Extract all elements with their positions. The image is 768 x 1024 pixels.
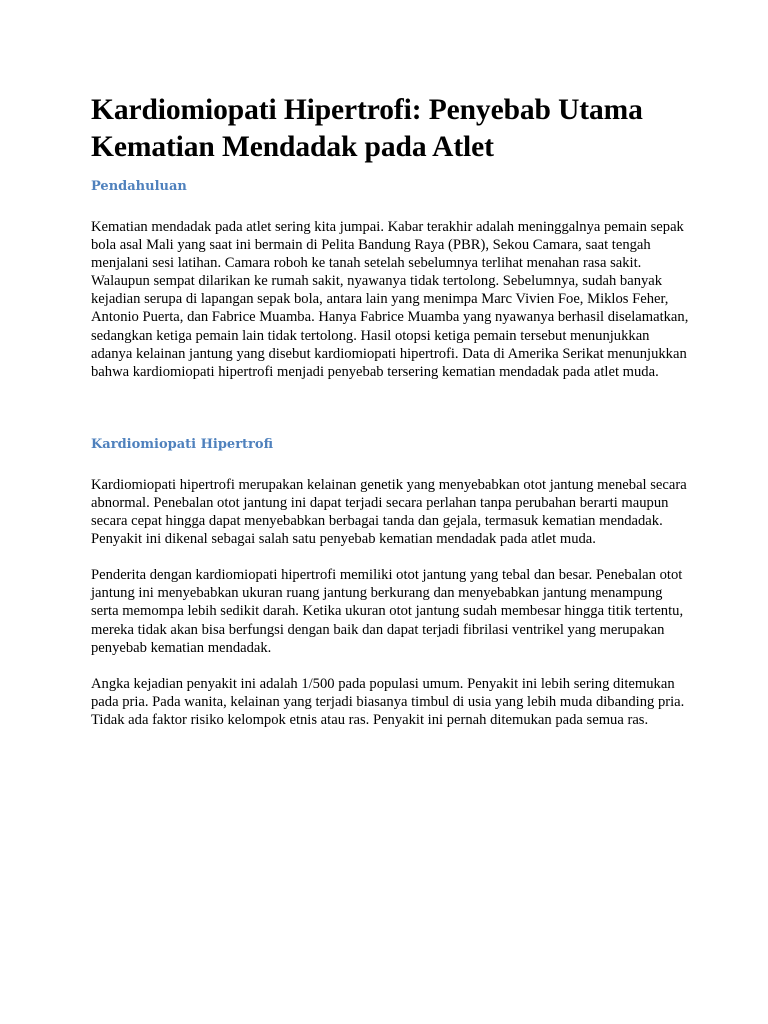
paragraph-angka-kejadian: Angka kejadian penyakit ini adalah 1/500 pada populasi umum. Penyakit ini lebih sering ditemukan pada pria. Pada wanita, kelainan yang terjadi biasanya timbul di usia yang lebih muda dibanding pria. Tidak ada faktor risiko kelompok etnis atau ras. Penyakit ini pernah ditemukan pada semua ras. xyxy=(91,675,685,728)
document-page xyxy=(91,92,691,729)
document-title: Kardiomiopati Hipertrofi: Penyebab Utama Kematian Mendadak pada Atlet xyxy=(91,94,643,163)
paragraph-penderita: Penderita dengan kardiomiopati hipertrofi memiliki otot jantung yang tebal dan besar. Penebalan otot jantung ini menyebabkan ukuran ruang jantung berkurang dan menyebabkan jantung menampung serta memompa lebih sedikit darah. Ketika ukuran otot jantung sudah membesar hingga titik tertentu, mereka tidak akan bisa berfungsi dengan baik dan dapat terjadi fibrilasi ventrikel yang merupakan penyebab kematian mendadak. xyxy=(91,567,684,656)
paragraph-pendahuluan: Kematian mendadak pada atlet sering kita jumpai. Kabar terakhir adalah meninggalnya pemain sepak bola asal Mali yang saat ini bermain di Pelita Bandung Raya (PBR), Sekou Camara, saat tengah menjalani sesi latihan. Camara roboh ke tanah setelah sebelumnya terlihat menahan rasa sakit. Walaupun sempat dilarikan ke rumah sakit, nyawanya tidak tertolong. Sebelumnya, sudah banyak kejadian serupa di lapangan sepak bola, antara lain yang menimpa Marc Vivien Foe, Miklos Feher, Antonio Puerta, dan Fabrice Muamba. Hanya Fabrice Muamba yang nyawanya berhasil diselamatkan, sedangkan ketiga pemain lain tidak tertolong. Hasil otopsi ketiga pemain tersebut menunjukkan adanya kelainan jantung yang disebut kardiomiopati hipertrofi. Data di Amerika Serikat menunjukkan bahwa kardiomiopati hipertrofi menjadi penyebab tersering kematian mendadak pada atlet muda. xyxy=(91,219,689,380)
paragraph-definisi: Kardiomiopati hipertrofi merupakan kelainan genetik yang menyebabkan otot jantung menebal secara abnormal. Penebalan otot jantung ini dapat terjadi secara perlahan tanpa perubahan berarti maupun secara cepat hingga dapat menyebabkan berbagai tanda dan gejala, termasuk kematian mendadak. Penyakit ini dikenal sebagai salah satu penyebab kematian mendadak pada atlet muda. xyxy=(91,476,687,548)
section-heading-kardiomiopati-hipertrofi: Kardiomiopati Hipertrofi xyxy=(91,436,274,452)
section-heading-pendahuluan: Pendahuluan xyxy=(91,179,187,194)
